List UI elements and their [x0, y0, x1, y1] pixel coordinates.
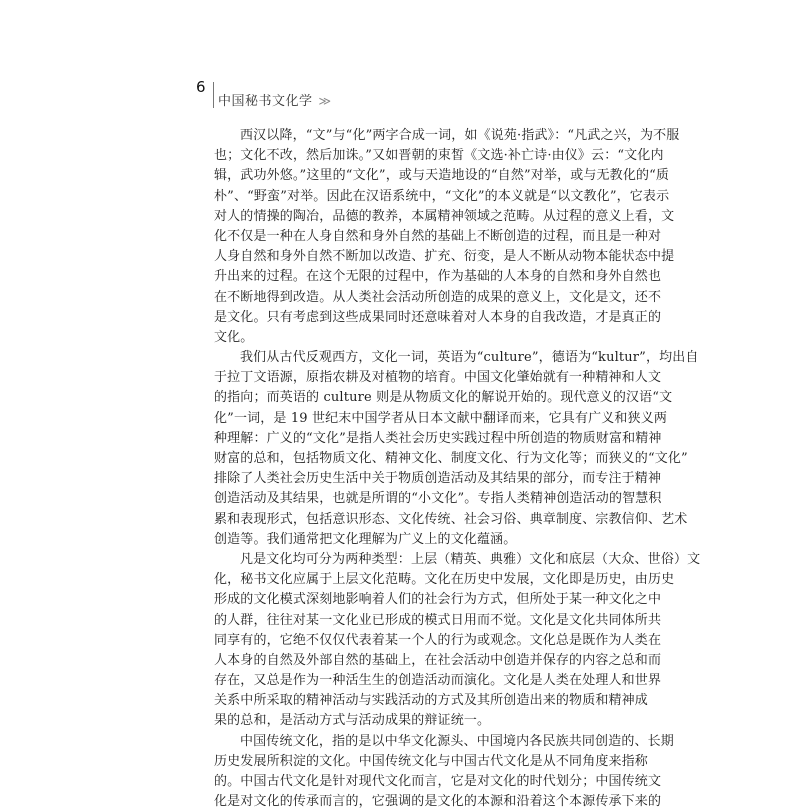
page-number: 6 [196, 78, 206, 96]
text-line: 文化。 [214, 329, 254, 345]
paragraph [214, 732, 674, 812]
text-line: 中国传统文化，指的是以中华文化源头、中国境内各民族共同创造的、长期 [240, 733, 674, 749]
text-line: 人本身的自然及外部自然的基础上，在社会活动中创造并保存的内容之总和而 [214, 652, 662, 668]
text-line: 排除了人类社会历史生活中关于物质创造活动及其结果的部分，而专注于精神 [214, 471, 662, 487]
text-line: 财富的总和，包括物质文化、精神文化、制度文化、行为文化等；而狭义的“文化” [214, 451, 688, 466]
text-line: 的。中国古代文化是针对现代文化而言，它是对文化的时代划分；中国传统文 [214, 774, 662, 789]
text-line: 是文化。只有考虑到这些成果同时还意味着对人本身的自我改造，才是真正的 [214, 309, 662, 325]
text-line: 化不仅是一种在人身自然和身外自然的基础上不断创造的过程，而且是一种对 [214, 228, 662, 244]
text-line: 形成的文化模式深刻地影响着人们的社会行为方式，但所处于某一种文化之中 [214, 592, 662, 608]
text-line: 的人群，往往对某一文化业已形成的模式日用而不觉。文化是文化共同体所共 [214, 612, 662, 628]
paragraph [214, 126, 680, 348]
text-line: 同享有的，它绝不仅仅代表着某一个人的行为或观念。文化总是既作为人类在 [214, 632, 662, 648]
text-line: 关系中所采取的精神活动与实践活动的方式及其所创造出来的物质和精神成 [214, 693, 648, 709]
text-line: 我们从古代反观西方，文化一词，英语为“culture”，德语为“kultur”，均出自 [240, 350, 699, 366]
text-line: 也；文化不改，然后加诛。”又如晋朝的束皙《文选·补亡诗·由仪》云：“文化内 [214, 148, 664, 164]
text-line: 化是对文化的传承而言的，它强调的是文化的本源和沿着这个本源传承下来的 [214, 794, 662, 810]
text-line: 化，秘书文化应属于上层文化范畴。文化在历史中发展，文化即是历史，由历史 [214, 572, 675, 588]
body-text [214, 126, 701, 812]
text-line: 于拉丁文语源，原指农耕及对植物的培育。中国文化肇始就有一种精神和人文 [214, 370, 662, 386]
text-line: 人身自然和身外自然不断加以改造、扩充、衍变，是人不断从动物本能状态中提 [214, 249, 675, 265]
text-line: 累和表现形式，包括意识形态、文化传统、社会习俗、典章制度、宗教信仰、艺术 [214, 511, 688, 527]
text-line: 创造活动及其结果，也就是所谓的“小文化”。专指人类精神创造活动的智慧积 [214, 491, 662, 507]
text-line: 种理解：广义的“文化”是指人类社会历史实践过程中所创造的物质财富和精神 [214, 430, 662, 446]
text-line: 西汉以降，“文”与“化”两字合成一词，如《说苑·指武》：“凡武之兴，为不服 [240, 128, 680, 143]
running-title [218, 90, 332, 109]
text-line: 在不断地得到改造。从人类社会活动所创造的成果的意义上，文化是文，还不 [214, 289, 662, 305]
chevron-icon: ≫ [318, 94, 332, 108]
text-line: 历史发展所积淀的文化。中国传统文化与中国古代文化是从不同角度来指称 [214, 753, 648, 769]
text-line: 辑，武功外悠。”这里的“文化”，或与天造地设的“自然”对举，或与无教化的“质 [214, 168, 670, 184]
paragraph [214, 550, 701, 732]
text-line: 对人的情操的陶冶，品德的教养，本属精神领域之范畴。从过程的意义上看，文 [214, 208, 675, 224]
text-line: 化”一词，是 19 世纪末中国学者从日本文献中翻译而来，它具有广义和狭义两 [214, 410, 668, 426]
running-title-text: 中国秘书文化学 [218, 94, 313, 109]
text-line: 果的总和，是活动方式与活动成果的辩证统一。 [214, 713, 491, 729]
text-line: 存在，又总是作为一种活生生的创造活动而演化。文化是人类在处理人和世界 [214, 673, 662, 689]
paragraph [214, 348, 699, 550]
text-line: 创造等。我们通常把文化理解为广义上的文化蕴涵。 [214, 531, 517, 547]
text-line: 凡是文化均可分为两种类型：上层（精英、典雅）文化和底层（大众、世俗）文 [240, 551, 701, 567]
header-divider [213, 82, 214, 108]
text-line: 的指向；而英语的 culture 则是从物质文化的解说开始的。现代意义的汉语“文 [214, 390, 673, 406]
text-line: 朴”、“野蛮”对举。因此在汉语系统中，“文化”的本义就是“以文教化”，它表示 [214, 188, 670, 204]
text-line: 升出来的过程。在这个无限的过程中，作为基础的人本身的自然和身外自然也 [214, 269, 662, 285]
